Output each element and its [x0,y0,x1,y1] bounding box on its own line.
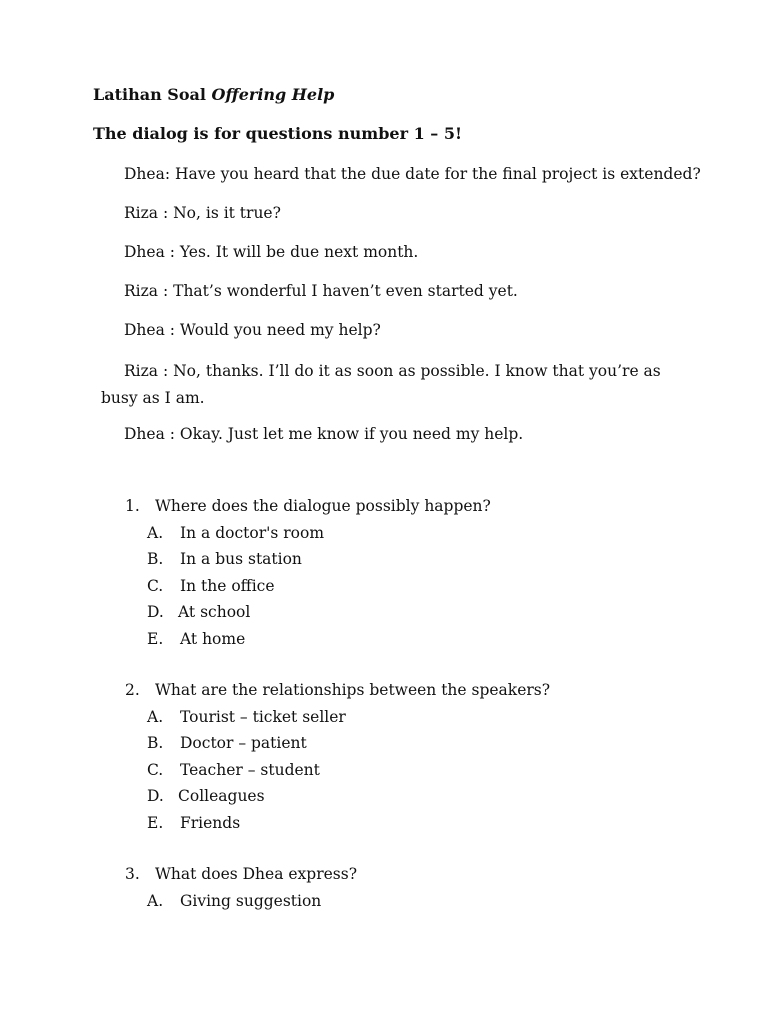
option-text: Colleagues [178,787,265,805]
option-letter: E. [147,629,164,648]
option-letter: B. [147,734,164,752]
question-text: Where does the dialogue possibly happen? [155,497,491,515]
dialog-line: Riza : That’s wonderful I haven’t even started yet. [124,282,518,300]
option-text: Doctor – patient [180,734,307,752]
question-number: 1. [125,497,140,515]
title-prefix: Latihan Soal [93,85,212,104]
answer-option [125,730,725,757]
answer-option [125,520,725,547]
option-letter: E. [147,813,164,832]
question-text: What does Dhea express? [155,865,358,883]
answer-option [125,888,725,915]
dialog-line: Dhea : Yes. It will be due next month. [124,243,419,261]
question-header [125,677,725,704]
option-text: At school [178,603,251,621]
question-text: What are the relationships between the speakers? [155,681,551,699]
option-letter: C. [147,576,164,595]
answer-option [125,810,725,837]
question-2 [125,677,725,836]
question-header [125,493,725,520]
answer-option [125,546,725,573]
answer-option [125,704,725,731]
option-text: Teacher – student [180,760,320,779]
question-number: 3. [125,865,140,883]
option-text: In a bus station [180,550,302,568]
option-letter: D. [147,603,164,621]
option-text: Giving suggestion [180,891,322,910]
answer-option [125,573,725,600]
question-1 [125,493,725,652]
option-text: At home [180,629,246,648]
dialog-line: Dhea : Okay. Just let me know if you need my help. [124,425,524,443]
answer-option [125,757,725,784]
option-letter: B. [147,550,164,568]
option-letter: A. [147,891,164,910]
question-3 [125,861,725,914]
question-list [125,493,725,939]
question-number: 2. [125,681,140,699]
option-text: In the office [180,576,275,595]
option-letter: A. [147,523,164,542]
option-text: In a doctor's room [180,523,325,542]
dialog-line: Dhea: Have you heard that the due date for the final project is extended? [124,165,701,183]
answer-option [125,599,725,626]
option-text: Friends [180,813,241,832]
answer-option [125,626,725,653]
title-emphasis: Offering Help [211,85,335,104]
answer-option [125,783,725,810]
dialog-line: Riza : No, thanks. I’ll do it as soon as possible. I know that you’re as busy as I am. [101,362,661,407]
option-letter: C. [147,760,164,779]
option-letter: A. [147,707,164,726]
document-title [93,85,334,104]
dialog-line: Riza : No, is it true? [124,204,281,222]
dialog-line: Dhea : Would you need my help? [124,321,381,339]
question-header [125,861,725,888]
option-text: Tourist – ticket seller [180,707,346,726]
dialog-instruction: The dialog is for questions number 1 – 5! [93,124,462,143]
dialog-block [93,163,701,462]
option-letter: D. [147,787,164,805]
